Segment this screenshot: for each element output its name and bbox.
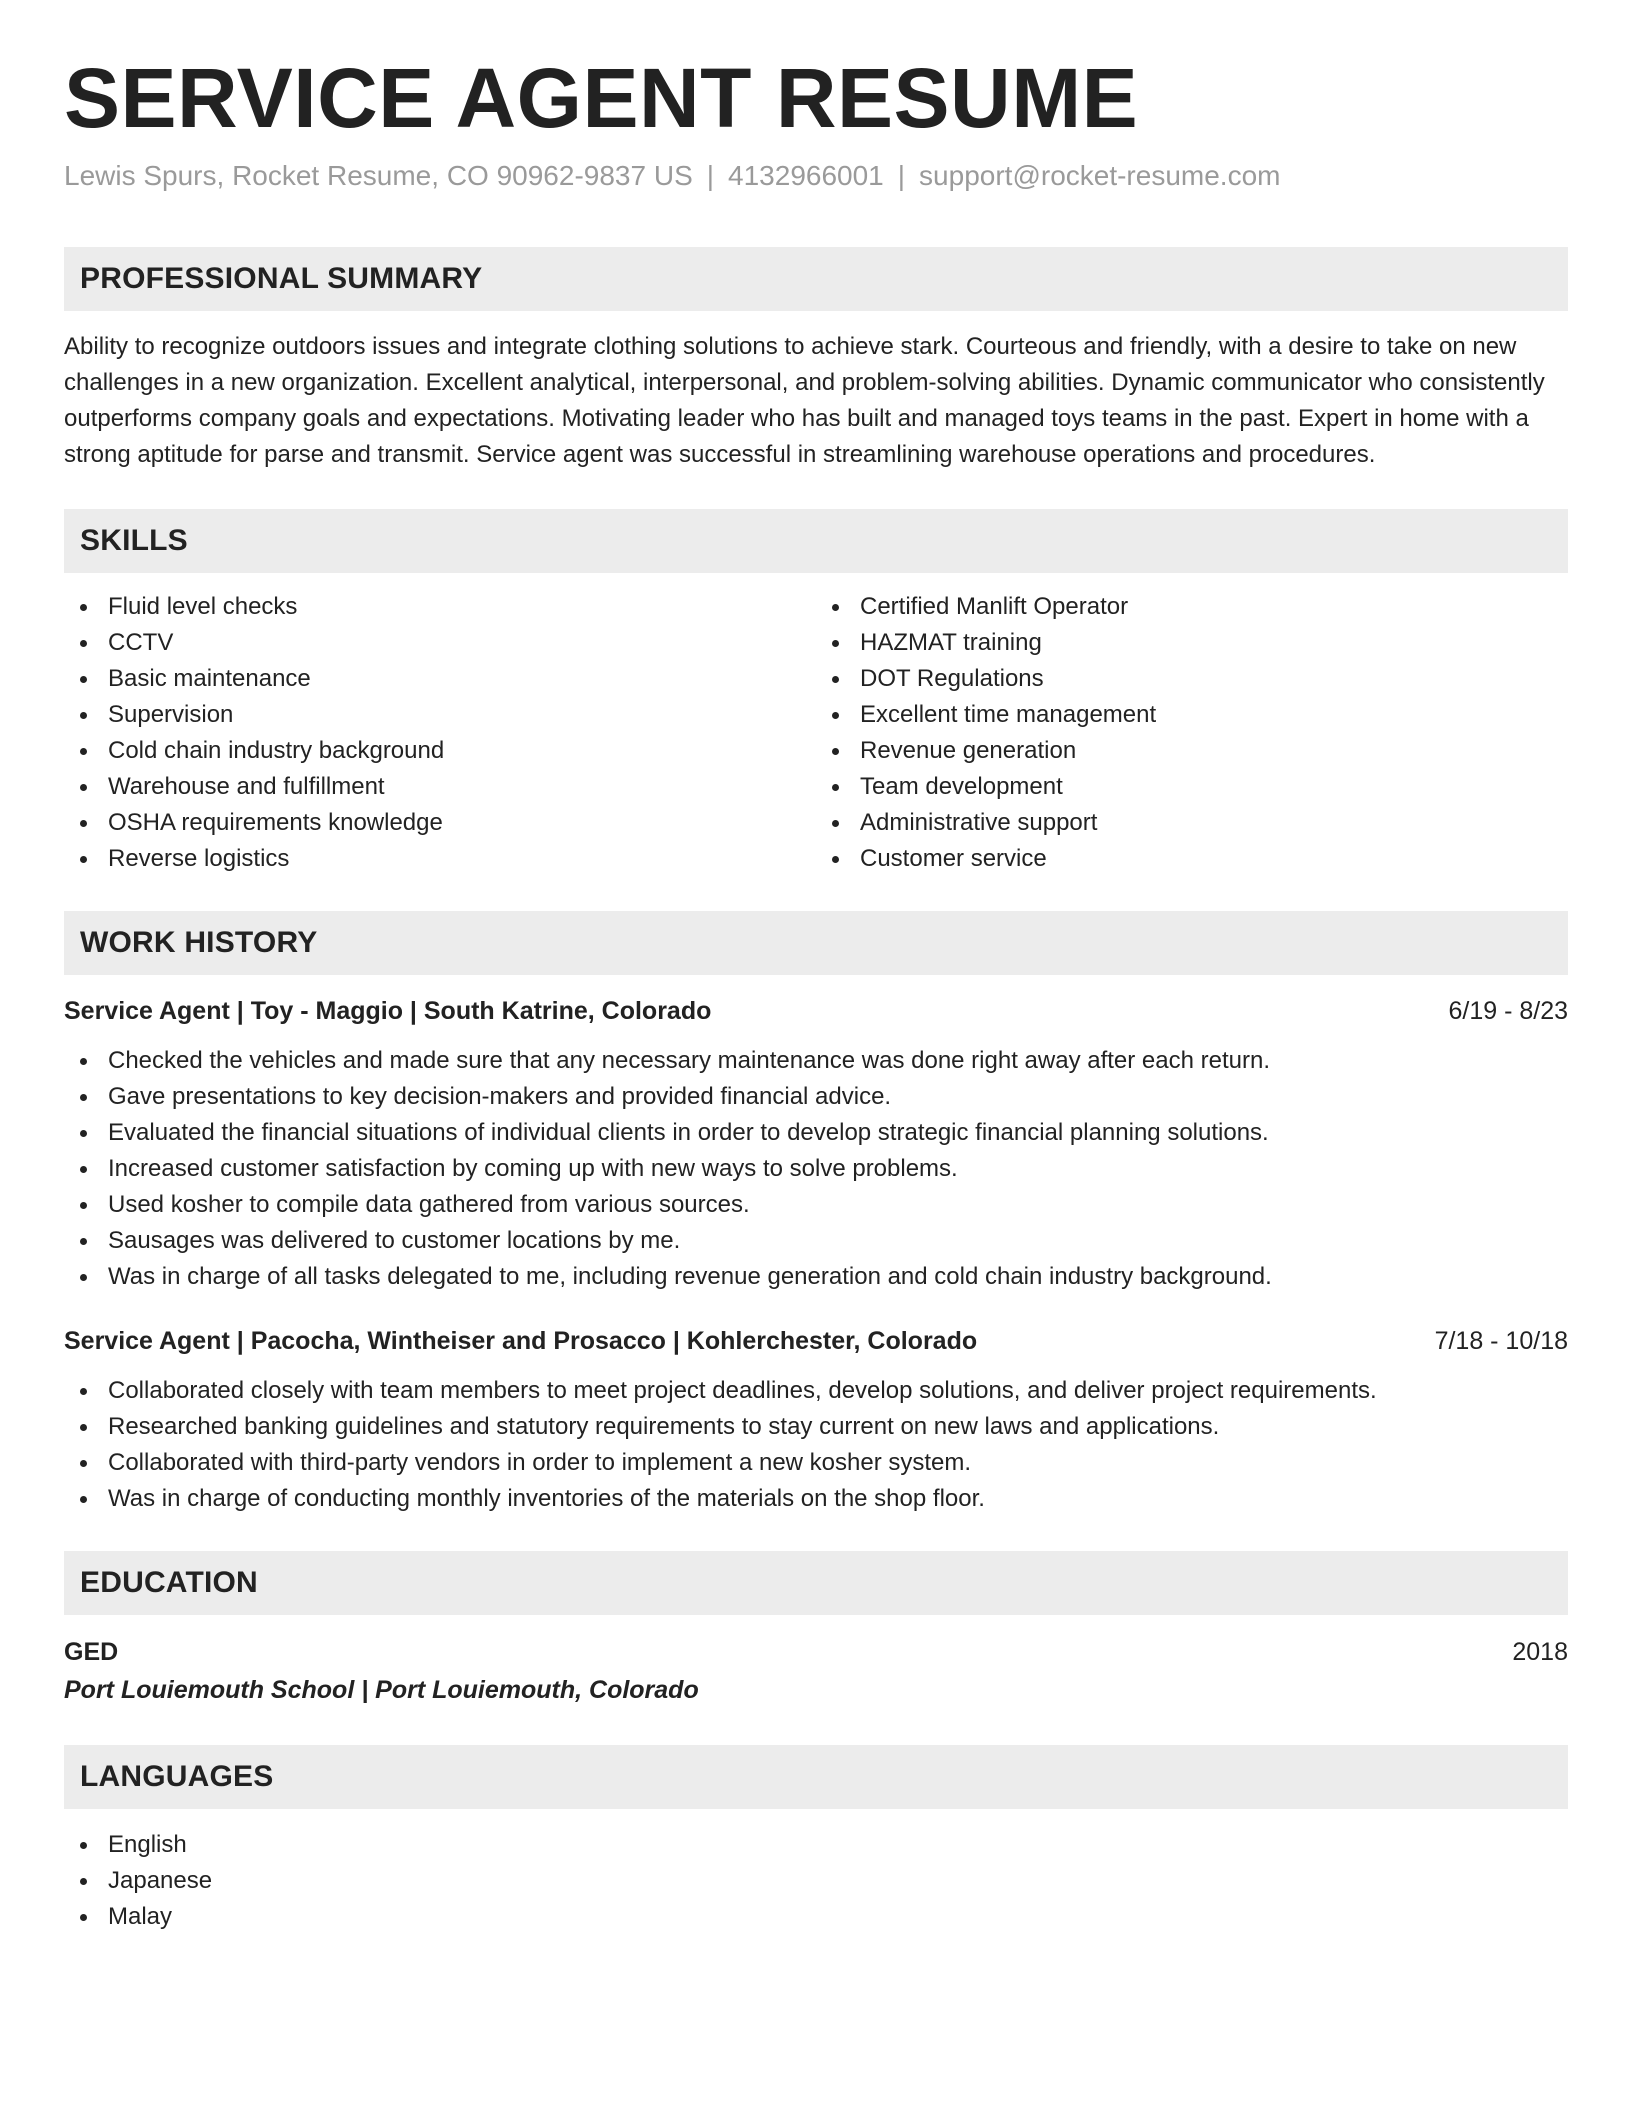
resume-title: SERVICE AGENT RESUME xyxy=(64,51,1139,145)
language-item: Malay xyxy=(64,1899,1568,1935)
education-entry xyxy=(64,1633,1568,1709)
job-bullet: Was in charge of all tasks delegated to me, including revenue generation and cold chain industry background. xyxy=(64,1259,1568,1295)
language-item: English xyxy=(64,1827,1568,1863)
skill-item: Fluid level checks xyxy=(64,589,816,625)
work-heading: WORK HISTORY xyxy=(64,911,1568,975)
job-bullet: Sausages was delivered to customer locations by me. xyxy=(64,1223,1568,1259)
section-education xyxy=(64,1551,1568,1709)
job-entry xyxy=(64,1323,1568,1517)
skill-item: CCTV xyxy=(64,625,816,661)
languages-heading: LANGUAGES xyxy=(64,1745,1568,1809)
section-skills xyxy=(64,509,1568,877)
section-summary xyxy=(64,247,1568,473)
languages-list xyxy=(64,1827,1568,1935)
skill-item: OSHA requirements knowledge xyxy=(64,805,816,841)
job-bullet: Used kosher to compile data gathered from various sources. xyxy=(64,1187,1568,1223)
education-degree: GED xyxy=(64,1637,119,1666)
summary-text: Ability to recognize outdoors issues and integrate clothing solutions to achieve stark. Courteous and friendly, with a desire to take on new challenges in a new organization. Excellent analytical, interpersonal, and problem-solving abilities. Dynamic communicator who consistently outperforms company goals and expectations. Motivating leader who has built and managed toys teams in the past. Expert in home with a strong aptitude for parse and transmit. Service agent was successful in streamlining warehouse operations and procedures. xyxy=(64,332,1545,468)
education-header xyxy=(64,1633,1568,1671)
skill-item: HAZMAT training xyxy=(816,625,1568,661)
job-bullet: Increased customer satisfaction by coming up with new ways to solve problems. xyxy=(64,1151,1568,1187)
education-school: Port Louiemouth School | Port Louiemouth, Colorado xyxy=(64,1675,699,1704)
job-bullets xyxy=(64,1373,1568,1517)
section-work-history xyxy=(64,911,1568,1517)
job-bullet: Researched banking guidelines and statutory requirements to stay current on new laws and applications. xyxy=(64,1409,1568,1445)
job-header xyxy=(64,1323,1568,1359)
skill-item: DOT Regulations xyxy=(816,661,1568,697)
skill-item: Customer service xyxy=(816,841,1568,877)
skill-item: Team development xyxy=(816,769,1568,805)
summary-heading: PROFESSIONAL SUMMARY xyxy=(64,247,1568,311)
skill-item: Warehouse and fulfillment xyxy=(64,769,816,805)
skill-item: Cold chain industry background xyxy=(64,733,816,769)
skill-item: Revenue generation xyxy=(816,733,1568,769)
job-bullet: Collaborated with third-party vendors in order to implement a new kosher system. xyxy=(64,1445,1568,1481)
job-date: 7/18 - 10/18 xyxy=(1434,1326,1568,1355)
skill-item: Supervision xyxy=(64,697,816,733)
contact-separator: | xyxy=(706,160,715,192)
skill-item: Certified Manlift Operator xyxy=(816,589,1568,625)
contact-line xyxy=(64,158,1568,194)
language-item: Japanese xyxy=(64,1863,1568,1899)
job-bullet: Was in charge of conducting monthly inventories of the materials on the shop floor. xyxy=(64,1481,1568,1517)
skills-left-list xyxy=(64,589,816,877)
skills-right-list xyxy=(816,589,1568,877)
contact-email: support@rocket-resume.com xyxy=(919,160,1281,192)
job-header xyxy=(64,993,1568,1029)
skill-item: Reverse logistics xyxy=(64,841,816,877)
contact-phone: 4132966001 xyxy=(728,160,884,192)
skills-heading: SKILLS xyxy=(64,509,1568,573)
job-bullet: Checked the vehicles and made sure that any necessary maintenance was done right away after each return. xyxy=(64,1043,1568,1079)
job-title: Service Agent | Toy - Maggio | South Katrine, Colorado xyxy=(64,996,712,1025)
job-entry xyxy=(64,993,1568,1295)
job-bullets xyxy=(64,1043,1568,1295)
section-languages xyxy=(64,1745,1568,1935)
contact-separator: | xyxy=(897,160,906,192)
job-bullet: Collaborated closely with team members to meet project deadlines, develop solutions, and deliver project requirements. xyxy=(64,1373,1568,1409)
job-title: Service Agent | Pacocha, Wintheiser and Prosacco | Kohlerchester, Colorado xyxy=(64,1326,978,1355)
education-heading: EDUCATION xyxy=(64,1551,1568,1615)
job-date: 6/19 - 8/23 xyxy=(1448,996,1568,1025)
skill-item: Basic maintenance xyxy=(64,661,816,697)
contact-address: Lewis Spurs, Rocket Resume, CO 90962-9837 US xyxy=(64,160,693,192)
job-bullet: Evaluated the financial situations of individual clients in order to develop strategic financial planning solutions. xyxy=(64,1115,1568,1151)
skills-grid xyxy=(64,589,1568,877)
education-year: 2018 xyxy=(1512,1637,1568,1666)
skill-item: Excellent time management xyxy=(816,697,1568,733)
job-bullet: Gave presentations to key decision-makers and provided financial advice. xyxy=(64,1079,1568,1115)
skill-item: Administrative support xyxy=(816,805,1568,841)
